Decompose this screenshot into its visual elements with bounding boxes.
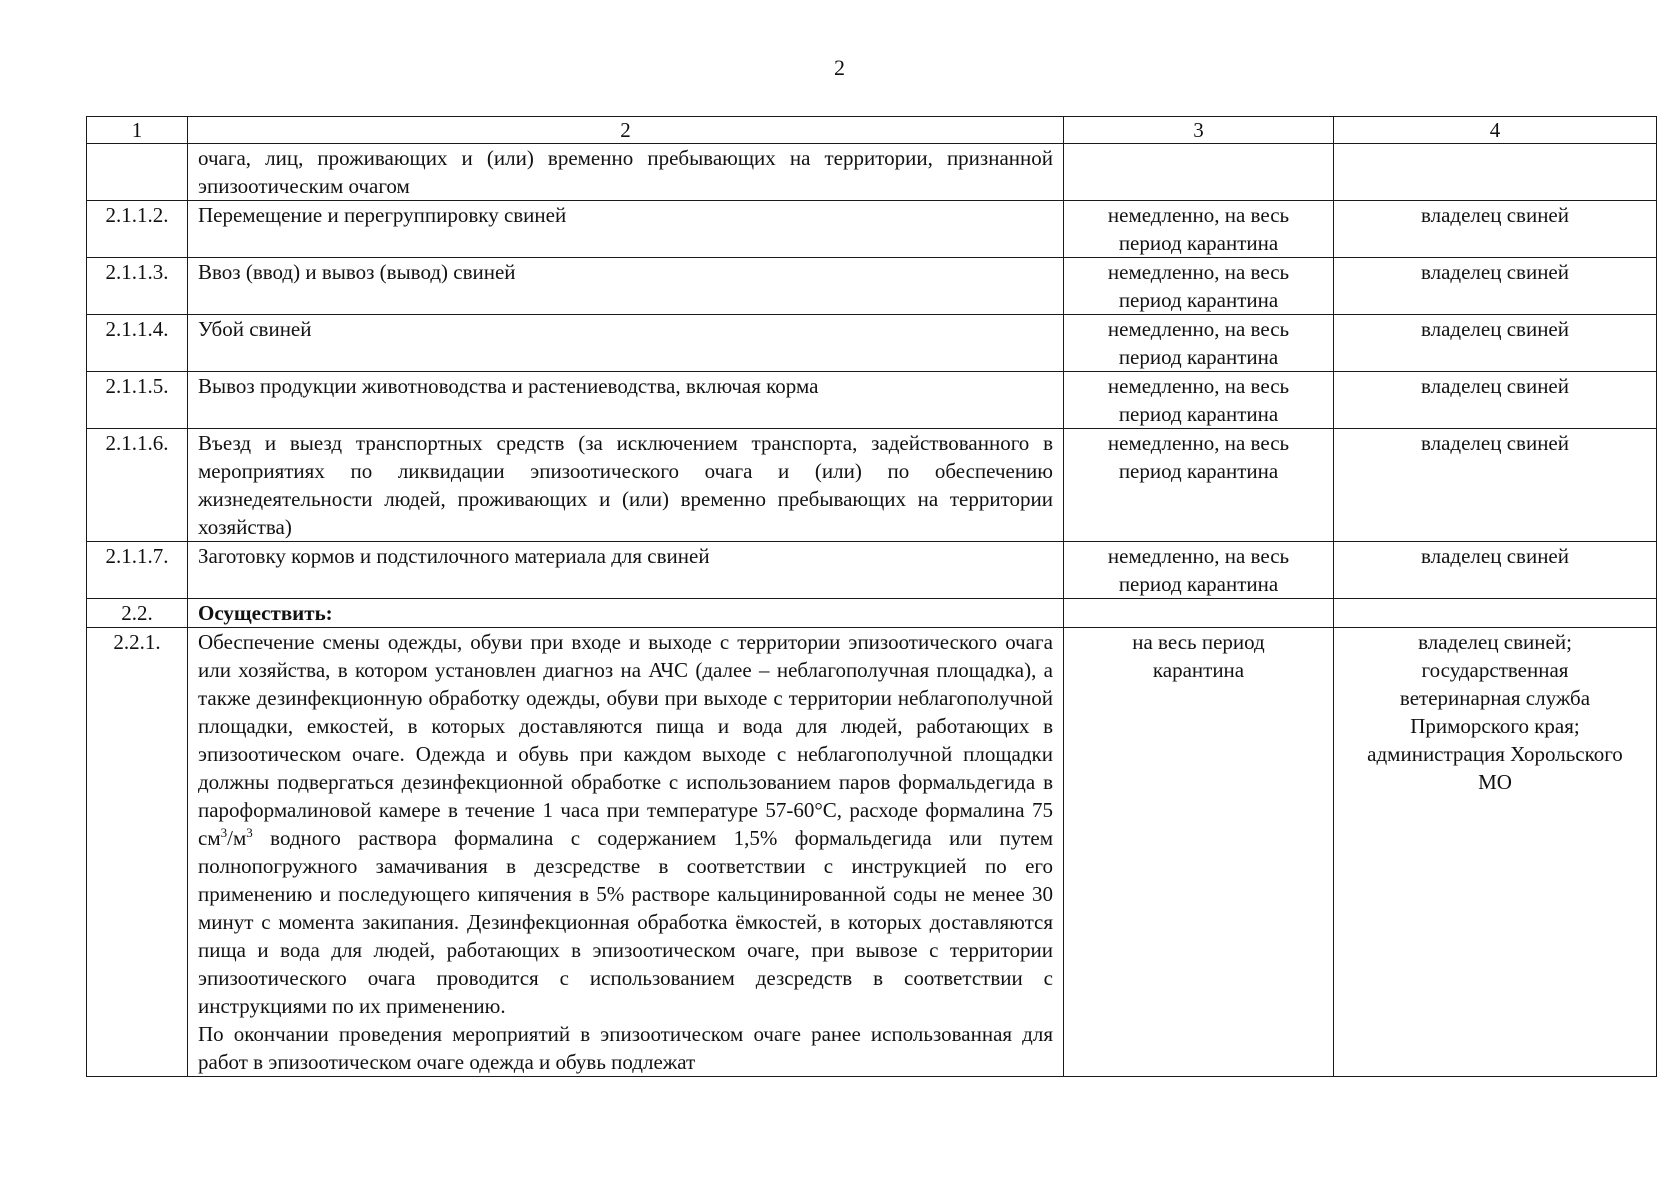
table-row (87, 144, 1657, 201)
header-col-2: 2 (188, 117, 1064, 144)
row-number: 2.1.1.4. (87, 315, 188, 372)
row-responsible (1334, 144, 1657, 201)
measure-paragraph (198, 628, 1053, 1020)
row-responsible: владелец свиней (1334, 429, 1657, 542)
row-term (1064, 599, 1334, 628)
measure-text: /м (227, 826, 247, 850)
table-row (87, 599, 1657, 628)
measure-text: водного раствора формалина с содержанием 1,5% формальдегида или путем полнопогружного замачивания в дезсредстве в соответствии с инструкцией по его применению и последующего кипячения в 5% растворе кальцинированной соды не менее 30 минут с момента закипания. Дезинфекционная обработка ёмкостей, в которых доставляются пища и вода для людей, работающих в эпизоотическом очаге, при вывозе с территории эпизоотического очага проводится с использованием дезсредств в соответствии с инструкциями по их применению. (198, 826, 1053, 1018)
row-term: немедленно, на весь период карантина (1064, 372, 1334, 429)
row-responsible (1334, 599, 1657, 628)
row-number: 2.2.1. (87, 628, 188, 1077)
row-term (1064, 144, 1334, 201)
row-responsible: владелец свиней (1334, 542, 1657, 599)
row-measure: Убой свиней (188, 315, 1064, 372)
table-row (87, 628, 1657, 1077)
superscript: 3 (246, 825, 253, 840)
table-row (87, 372, 1657, 429)
row-term: немедленно, на весь период карантина (1064, 542, 1334, 599)
row-measure: очага, лиц, проживающих и (или) временно пребывающих на территории, признанной эпизоотическим очагом (188, 144, 1064, 201)
page-number: 2 (834, 55, 845, 80)
header-col-3: 3 (1064, 117, 1334, 144)
row-number: 2.1.1.5. (87, 372, 188, 429)
row-measure: Въезд и выезд транспортных средств (за исключением транспорта, задействованного в мероприятиях по ликвидации эпизоотического очага и (или) по обеспечению жизнедеятельности людей, проживающих и (или) временно пребывающих на территории хозяйства) (188, 429, 1064, 542)
row-number: 2.1.1.3. (87, 258, 188, 315)
measure-paragraph: По окончании проведения мероприятий в эпизоотическом очаге ранее использованная для работ в эпизоотическом очаге одежда и обувь подлежат (198, 1022, 1053, 1074)
row-term: немедленно, на весь период карантина (1064, 201, 1334, 258)
table-row (87, 542, 1657, 599)
row-number: 2.2. (87, 599, 188, 628)
row-number: 2.1.1.2. (87, 201, 188, 258)
row-measure: Ввоз (ввод) и вывоз (вывод) свиней (188, 258, 1064, 315)
superscript: 3 (220, 825, 228, 840)
row-term: немедленно, на весь период карантина (1064, 429, 1334, 542)
row-term: на весь период карантина (1064, 628, 1334, 1077)
row-measure: Вывоз продукции животноводства и растениеводства, включая корма (188, 372, 1064, 429)
row-number (87, 144, 188, 201)
section-heading: Осуществить: (188, 599, 1064, 628)
row-term: немедленно, на весь период карантина (1064, 315, 1334, 372)
row-responsible: владелец свиней; государственная ветеринарная служба Приморского края; администрация Хорольского МО (1334, 628, 1657, 1077)
row-responsible: владелец свиней (1334, 315, 1657, 372)
row-responsible: владелец свиней (1334, 201, 1657, 258)
table-row (87, 315, 1657, 372)
measure-text: Обеспечение смены одежды, обуви при входе и выходе с территории эпизоотического очага или хозяйства, в котором установлен диагноз на АЧС (далее – неблагополучная площадка), а также дезинфекционную обработку одежды, обуви при выходе с территории неблагополучной площадки, емкостей, в которых доставляются пища и вода для людей, работающих в эпизоотическом очаге. Одежда и обувь при каждом выходе с неблагополучной площадки должны подвергаться дезинфекционной обработке с использованием паров формальдегида в пароформалиновой камере в течение 1 часа при температуре 57-60°С, расходе формалина 75 см (198, 630, 1053, 850)
measures-table (86, 116, 1657, 1077)
header-col-4: 4 (1334, 117, 1657, 144)
row-term: немедленно, на весь период карантина (1064, 258, 1334, 315)
row-number: 2.1.1.7. (87, 542, 188, 599)
row-measure (188, 628, 1064, 1077)
row-number: 2.1.1.6. (87, 429, 188, 542)
table-header-row (87, 117, 1657, 144)
table-row (87, 201, 1657, 258)
row-responsible: владелец свиней (1334, 258, 1657, 315)
table-row (87, 258, 1657, 315)
row-responsible: владелец свиней (1334, 372, 1657, 429)
header-col-1: 1 (87, 117, 188, 144)
table-row (87, 429, 1657, 542)
row-measure: Заготовку кормов и подстилочного материала для свиней (188, 542, 1064, 599)
row-measure: Перемещение и перегруппировку свиней (188, 201, 1064, 258)
